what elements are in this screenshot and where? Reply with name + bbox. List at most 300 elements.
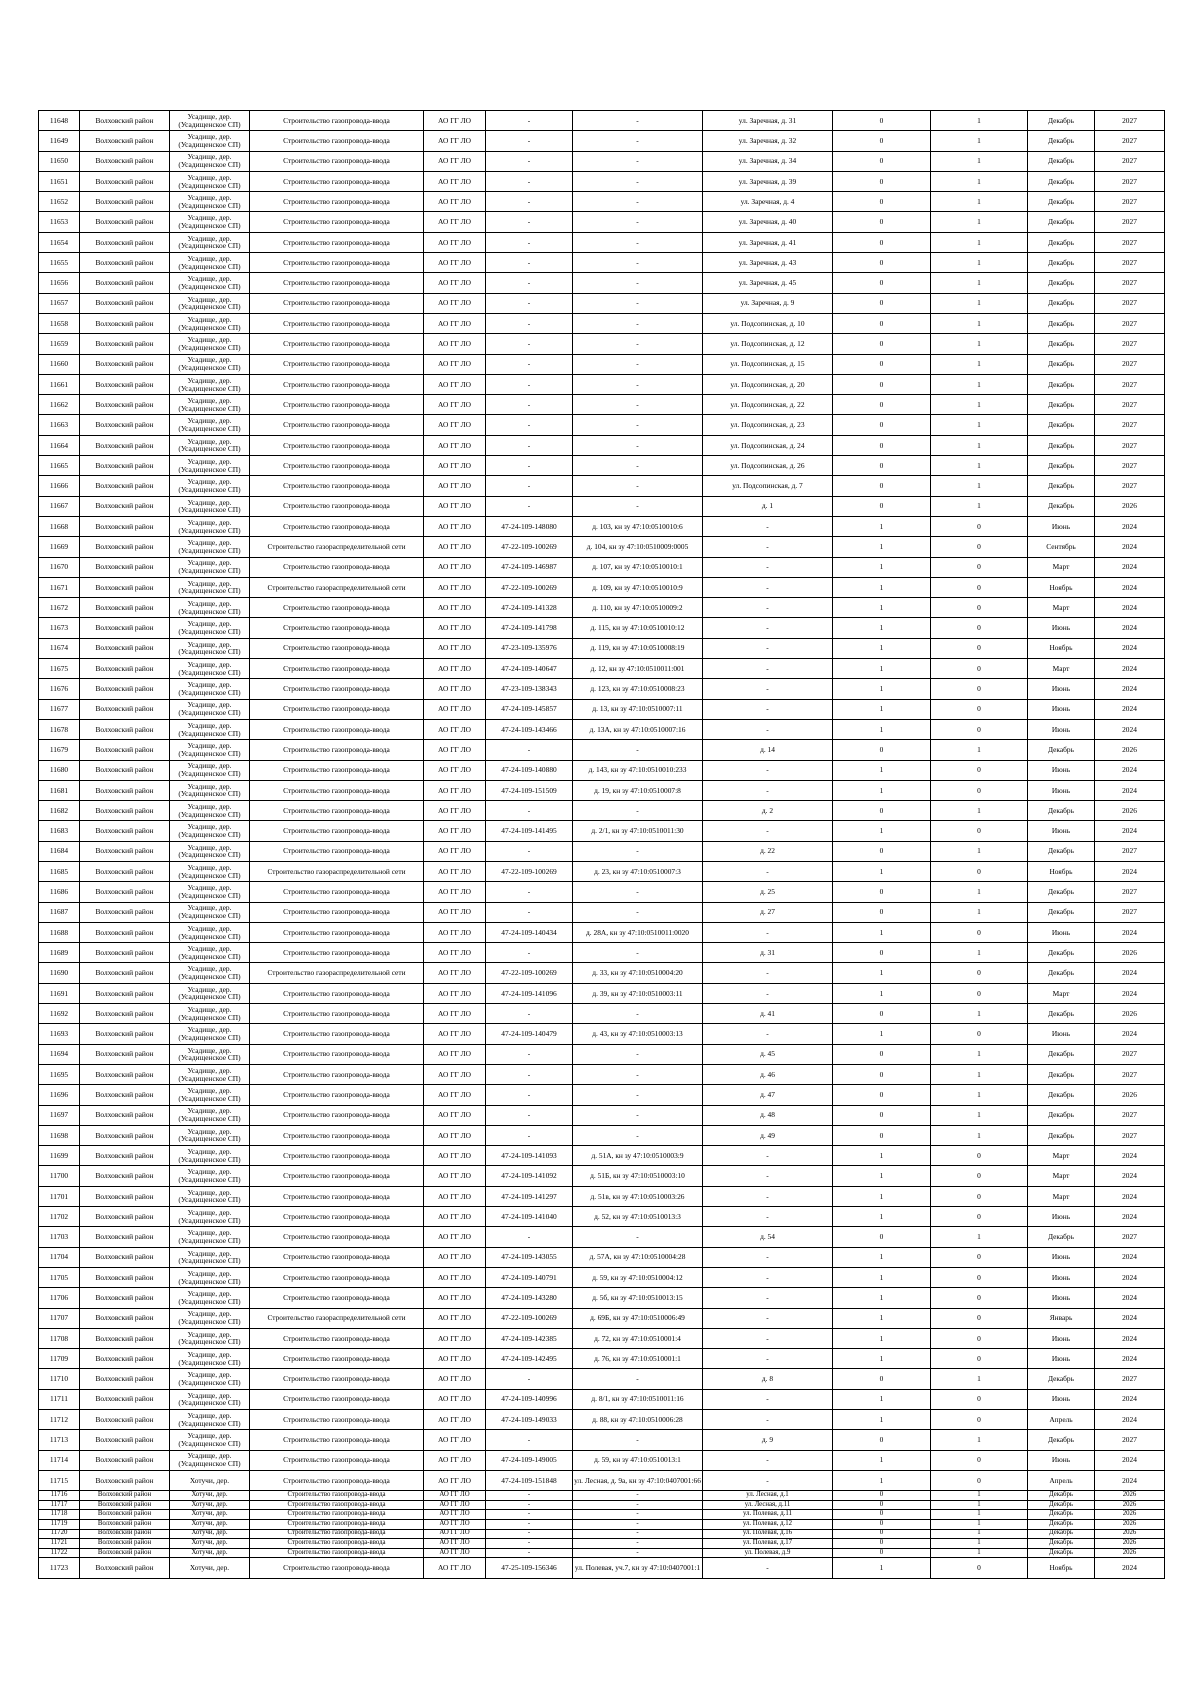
year-cell: 2024: [1095, 1349, 1165, 1369]
cadastral-address-cell: -: [573, 232, 703, 252]
value-b-cell: 1: [931, 1529, 1028, 1539]
row-number-cell: 11659: [39, 334, 80, 354]
district-cell: Волховский район: [80, 922, 170, 942]
organization-cell: АО ГГ ЛО: [424, 192, 486, 212]
table-row: [39, 780, 1165, 800]
month-cell: Март: [1028, 1166, 1095, 1186]
row-number-cell: 11713: [39, 1430, 80, 1450]
value-a-cell: 1: [833, 659, 931, 679]
row-number-cell: 11707: [39, 1308, 80, 1328]
organization-cell: АО ГГ ЛО: [424, 983, 486, 1003]
row-number-cell: 11667: [39, 496, 80, 516]
year-cell: 2027: [1095, 456, 1165, 476]
work-type-cell: Строительство газораспределительной сети: [250, 577, 424, 597]
work-type-cell: Строительство газопровода-ввода: [250, 699, 424, 719]
settlement-cell: Усадище, дер. (Усадищенское СП): [170, 1064, 250, 1084]
cadastral-address-cell: д. 107, кн зу 47:10:0510010:1: [573, 557, 703, 577]
organization-cell: АО ГГ ЛО: [424, 171, 486, 191]
street-address-cell: -: [703, 1146, 833, 1166]
cadastral-address-cell: -: [573, 1430, 703, 1450]
application-number-cell: 47-24-109-141495: [486, 821, 573, 841]
work-type-cell: Строительство газопровода-ввода: [250, 943, 424, 963]
month-cell: Декабрь: [1028, 171, 1095, 191]
table-row: [39, 1024, 1165, 1044]
work-type-cell: Строительство газопровода-ввода: [250, 1470, 424, 1490]
month-cell: Декабрь: [1028, 111, 1095, 131]
year-cell: 2024: [1095, 1288, 1165, 1308]
settlement-cell: Усадище, дер. (Усадищенское СП): [170, 212, 250, 232]
value-b-cell: 0: [931, 1166, 1028, 1186]
month-cell: Декабрь: [1028, 1085, 1095, 1105]
organization-cell: АО ГГ ЛО: [424, 1166, 486, 1186]
work-type-cell: Строительство газопровода-ввода: [250, 415, 424, 435]
street-address-cell: -: [703, 1470, 833, 1490]
work-type-cell: Строительство газопровода-ввода: [250, 760, 424, 780]
cadastral-address-cell: д. 119, кн зу 47:10:0510008:19: [573, 638, 703, 658]
value-b-cell: 1: [931, 374, 1028, 394]
settlement-cell: Усадище, дер. (Усадищенское СП): [170, 1430, 250, 1450]
street-address-cell: -: [703, 861, 833, 881]
year-cell: 2027: [1095, 151, 1165, 171]
street-address-cell: д. 46: [703, 1064, 833, 1084]
work-type-cell: Строительство газопровода-ввода: [250, 1369, 424, 1389]
application-number-cell: 47-24-109-140434: [486, 922, 573, 942]
month-cell: Декабрь: [1028, 1044, 1095, 1064]
year-cell: 2027: [1095, 131, 1165, 151]
document-page: [38, 110, 1164, 1579]
value-a-cell: 0: [833, 882, 931, 902]
cadastral-address-cell: -: [573, 1064, 703, 1084]
table-row: [39, 1389, 1165, 1409]
month-cell: Декабрь: [1028, 963, 1095, 983]
value-a-cell: 1: [833, 719, 931, 739]
work-type-cell: Строительство газопровода-ввода: [250, 273, 424, 293]
month-cell: Июнь: [1028, 1349, 1095, 1369]
application-number-cell: -: [486, 1491, 573, 1501]
organization-cell: АО ГГ ЛО: [424, 801, 486, 821]
street-address-cell: -: [703, 1328, 833, 1348]
row-number-cell: 11690: [39, 963, 80, 983]
district-cell: Волховский район: [80, 577, 170, 597]
row-number-cell: 11677: [39, 699, 80, 719]
year-cell: 2026: [1095, 1004, 1165, 1024]
row-number-cell: 11673: [39, 618, 80, 638]
row-number-cell: 11691: [39, 983, 80, 1003]
application-number-cell: -: [486, 232, 573, 252]
cadastral-address-cell: -: [573, 1519, 703, 1529]
district-cell: Волховский район: [80, 801, 170, 821]
cadastral-address-cell: ул. Лесная, д. 9а, кн зу 47:10:0407001:66: [573, 1470, 703, 1490]
year-cell: 2024: [1095, 537, 1165, 557]
district-cell: Волховский район: [80, 1146, 170, 1166]
application-number-cell: -: [486, 1510, 573, 1520]
district-cell: Волховский район: [80, 902, 170, 922]
street-address-cell: -: [703, 638, 833, 658]
application-number-cell: -: [486, 131, 573, 151]
table-row: [39, 537, 1165, 557]
table-row: [39, 1548, 1165, 1558]
month-cell: Март: [1028, 598, 1095, 618]
application-number-cell: 47-25-109-156346: [486, 1558, 573, 1578]
table-row: [39, 943, 1165, 963]
row-number-cell: 11661: [39, 374, 80, 394]
work-type-cell: Строительство газопровода-ввода: [250, 131, 424, 151]
district-cell: Волховский район: [80, 1044, 170, 1064]
district-cell: Волховский район: [80, 354, 170, 374]
value-a-cell: 0: [833, 151, 931, 171]
work-type-cell: Строительство газопровода-ввода: [250, 659, 424, 679]
application-number-cell: -: [486, 943, 573, 963]
value-b-cell: 0: [931, 719, 1028, 739]
year-cell: 2024: [1095, 1470, 1165, 1490]
month-cell: Декабрь: [1028, 943, 1095, 963]
settlement-cell: Усадище, дер. (Усадищенское СП): [170, 395, 250, 415]
settlement-cell: Усадище, дер. (Усадищенское СП): [170, 354, 250, 374]
row-number-cell: 11671: [39, 577, 80, 597]
value-a-cell: 0: [833, 1125, 931, 1145]
year-cell: 2027: [1095, 841, 1165, 861]
district-cell: Волховский район: [80, 192, 170, 212]
street-address-cell: -: [703, 1247, 833, 1267]
table-row: [39, 1430, 1165, 1450]
row-number-cell: 11696: [39, 1085, 80, 1105]
row-number-cell: 11655: [39, 253, 80, 273]
street-address-cell: д. 1: [703, 496, 833, 516]
value-a-cell: 0: [833, 334, 931, 354]
cadastral-address-cell: -: [573, 374, 703, 394]
month-cell: Декабрь: [1028, 1125, 1095, 1145]
table-row: [39, 821, 1165, 841]
cadastral-address-cell: -: [573, 354, 703, 374]
district-cell: Волховский район: [80, 1529, 170, 1539]
district-cell: Волховский район: [80, 334, 170, 354]
month-cell: Декабрь: [1028, 456, 1095, 476]
organization-cell: АО ГГ ЛО: [424, 1470, 486, 1490]
work-type-cell: Строительство газопровода-ввода: [250, 151, 424, 171]
organization-cell: АО ГГ ЛО: [424, 882, 486, 902]
work-type-cell: Строительство газораспределительной сети: [250, 963, 424, 983]
value-b-cell: 0: [931, 922, 1028, 942]
cadastral-address-cell: д. 76, кн зу 47:10:0510001:1: [573, 1349, 703, 1369]
value-a-cell: 0: [833, 273, 931, 293]
settlement-cell: Усадище, дер. (Усадищенское СП): [170, 415, 250, 435]
value-a-cell: 1: [833, 1328, 931, 1348]
street-address-cell: д. 22: [703, 841, 833, 861]
district-cell: Волховский район: [80, 983, 170, 1003]
settlement-cell: Хотучи, дер.: [170, 1470, 250, 1490]
value-b-cell: 1: [931, 476, 1028, 496]
table-row: [39, 1519, 1165, 1529]
district-cell: Волховский район: [80, 171, 170, 191]
district-cell: Волховский район: [80, 537, 170, 557]
street-address-cell: ул. Полевая, д.12: [703, 1519, 833, 1529]
organization-cell: АО ГГ ЛО: [424, 719, 486, 739]
application-number-cell: -: [486, 1369, 573, 1389]
cadastral-address-cell: -: [573, 456, 703, 476]
value-b-cell: 1: [931, 435, 1028, 455]
table-row: [39, 1558, 1165, 1578]
year-cell: 2027: [1095, 313, 1165, 333]
street-address-cell: -: [703, 659, 833, 679]
month-cell: Декабрь: [1028, 1500, 1095, 1510]
month-cell: Декабрь: [1028, 253, 1095, 273]
month-cell: Декабрь: [1028, 1539, 1095, 1549]
district-cell: Волховский район: [80, 1519, 170, 1529]
month-cell: Декабрь: [1028, 334, 1095, 354]
district-cell: Волховский район: [80, 1349, 170, 1369]
value-a-cell: 0: [833, 1044, 931, 1064]
work-type-cell: Строительство газопровода-ввода: [250, 1410, 424, 1430]
cadastral-address-cell: -: [573, 1491, 703, 1501]
organization-cell: АО ГГ ЛО: [424, 435, 486, 455]
year-cell: 2026: [1095, 1510, 1165, 1520]
year-cell: 2024: [1095, 1267, 1165, 1287]
value-b-cell: 0: [931, 1267, 1028, 1287]
row-number-cell: 11675: [39, 659, 80, 679]
work-type-cell: Строительство газопровода-ввода: [250, 1085, 424, 1105]
year-cell: 2027: [1095, 882, 1165, 902]
district-cell: Волховский район: [80, 719, 170, 739]
work-type-cell: Строительство газопровода-ввода: [250, 374, 424, 394]
work-type-cell: Строительство газопровода-ввода: [250, 1186, 424, 1206]
settlement-cell: Усадище, дер. (Усадищенское СП): [170, 983, 250, 1003]
value-b-cell: 1: [931, 253, 1028, 273]
value-b-cell: 1: [931, 313, 1028, 333]
value-b-cell: 1: [931, 902, 1028, 922]
month-cell: Июнь: [1028, 760, 1095, 780]
table-row: [39, 1510, 1165, 1520]
table-row: [39, 1529, 1165, 1539]
row-number-cell: 11685: [39, 861, 80, 881]
row-number-cell: 11716: [39, 1491, 80, 1501]
value-a-cell: 1: [833, 1450, 931, 1470]
year-cell: 2027: [1095, 1430, 1165, 1450]
month-cell: Ноябрь: [1028, 638, 1095, 658]
settlement-cell: Усадище, дер. (Усадищенское СП): [170, 313, 250, 333]
row-number-cell: 11650: [39, 151, 80, 171]
application-number-cell: 47-24-109-143280: [486, 1288, 573, 1308]
district-cell: Волховский район: [80, 1267, 170, 1287]
value-a-cell: 0: [833, 313, 931, 333]
month-cell: Ноябрь: [1028, 577, 1095, 597]
cadastral-address-cell: -: [573, 1539, 703, 1549]
value-a-cell: 0: [833, 1369, 931, 1389]
application-number-cell: -: [486, 151, 573, 171]
application-number-cell: -: [486, 192, 573, 212]
table-row: [39, 232, 1165, 252]
cadastral-address-cell: д. 5б, кн зу 47:10:0510013:15: [573, 1288, 703, 1308]
settlement-cell: Усадище, дер. (Усадищенское СП): [170, 1349, 250, 1369]
work-type-cell: Строительство газопровода-ввода: [250, 111, 424, 131]
organization-cell: АО ГГ ЛО: [424, 1267, 486, 1287]
row-number-cell: 11679: [39, 740, 80, 760]
year-cell: 2024: [1095, 1389, 1165, 1409]
application-number-cell: 47-24-109-142495: [486, 1349, 573, 1369]
district-cell: Волховский район: [80, 1510, 170, 1520]
street-address-cell: ул. Подсопинская, д. 22: [703, 395, 833, 415]
application-number-cell: -: [486, 1539, 573, 1549]
settlement-cell: Усадище, дер. (Усадищенское СП): [170, 192, 250, 212]
value-b-cell: 0: [931, 1349, 1028, 1369]
cadastral-address-cell: -: [573, 740, 703, 760]
value-a-cell: 0: [833, 232, 931, 252]
month-cell: Декабрь: [1028, 313, 1095, 333]
cadastral-address-cell: -: [573, 1105, 703, 1125]
street-address-cell: ул. Подсопинская, д. 20: [703, 374, 833, 394]
district-cell: Волховский район: [80, 313, 170, 333]
district-cell: Волховский район: [80, 618, 170, 638]
value-a-cell: 1: [833, 618, 931, 638]
district-cell: Волховский район: [80, 111, 170, 131]
row-number-cell: 11676: [39, 679, 80, 699]
organization-cell: АО ГГ ЛО: [424, 699, 486, 719]
month-cell: Декабрь: [1028, 1510, 1095, 1520]
value-b-cell: 1: [931, 1519, 1028, 1529]
cadastral-address-cell: -: [573, 943, 703, 963]
organization-cell: АО ГГ ЛО: [424, 374, 486, 394]
row-number-cell: 11681: [39, 780, 80, 800]
district-cell: Волховский район: [80, 1004, 170, 1024]
value-b-cell: 1: [931, 415, 1028, 435]
organization-cell: АО ГГ ЛО: [424, 1227, 486, 1247]
month-cell: Декабрь: [1028, 293, 1095, 313]
cadastral-address-cell: -: [573, 192, 703, 212]
settlement-cell: Усадище, дер. (Усадищенское СП): [170, 496, 250, 516]
cadastral-address-cell: -: [573, 1004, 703, 1024]
street-address-cell: ул. Заречная, д. 41: [703, 232, 833, 252]
organization-cell: АО ГГ ЛО: [424, 598, 486, 618]
value-a-cell: 1: [833, 1349, 931, 1369]
table-row: [39, 922, 1165, 942]
year-cell: 2024: [1095, 1558, 1165, 1578]
settlement-cell: Усадище, дер. (Усадищенское СП): [170, 171, 250, 191]
row-number-cell: 11717: [39, 1500, 80, 1510]
work-type-cell: Строительство газопровода-ввода: [250, 801, 424, 821]
table-row: [39, 1288, 1165, 1308]
year-cell: 2026: [1095, 1539, 1165, 1549]
table-row: [39, 861, 1165, 881]
value-b-cell: 1: [931, 801, 1028, 821]
table-row: [39, 1085, 1165, 1105]
row-number-cell: 11709: [39, 1349, 80, 1369]
value-b-cell: 1: [931, 1500, 1028, 1510]
cadastral-address-cell: -: [573, 151, 703, 171]
row-number-cell: 11658: [39, 313, 80, 333]
work-type-cell: Строительство газопровода-ввода: [250, 1247, 424, 1267]
district-cell: Волховский район: [80, 435, 170, 455]
year-cell: 2027: [1095, 1105, 1165, 1125]
cadastral-address-cell: д. 51в, кн зу 47:10:0510003:26: [573, 1186, 703, 1206]
cadastral-address-cell: -: [573, 1500, 703, 1510]
value-a-cell: 1: [833, 1166, 931, 1186]
district-cell: Волховский район: [80, 395, 170, 415]
value-b-cell: 0: [931, 1288, 1028, 1308]
settlement-cell: Усадище, дер. (Усадищенское СП): [170, 273, 250, 293]
month-cell: Июнь: [1028, 922, 1095, 942]
application-number-cell: -: [486, 801, 573, 821]
application-number-cell: -: [486, 1064, 573, 1084]
district-cell: Волховский район: [80, 740, 170, 760]
value-b-cell: 1: [931, 293, 1028, 313]
month-cell: Март: [1028, 557, 1095, 577]
settlement-cell: Усадище, дер. (Усадищенское СП): [170, 577, 250, 597]
work-type-cell: Строительство газораспределительной сети: [250, 861, 424, 881]
work-type-cell: Строительство газопровода-ввода: [250, 435, 424, 455]
street-address-cell: ул. Полевая, д.17: [703, 1539, 833, 1549]
cadastral-address-cell: -: [573, 111, 703, 131]
month-cell: Июнь: [1028, 1024, 1095, 1044]
month-cell: Сентябрь: [1028, 537, 1095, 557]
street-address-cell: -: [703, 1166, 833, 1186]
year-cell: 2027: [1095, 476, 1165, 496]
row-number-cell: 11695: [39, 1064, 80, 1084]
month-cell: Декабрь: [1028, 1105, 1095, 1125]
year-cell: 2027: [1095, 212, 1165, 232]
work-type-cell: Строительство газопровода-ввода: [250, 1105, 424, 1125]
table-row: [39, 151, 1165, 171]
district-cell: Волховский район: [80, 780, 170, 800]
application-number-cell: -: [486, 1105, 573, 1125]
row-number-cell: 11721: [39, 1539, 80, 1549]
row-number-cell: 11715: [39, 1470, 80, 1490]
year-cell: 2024: [1095, 861, 1165, 881]
application-number-cell: -: [486, 1519, 573, 1529]
value-a-cell: 1: [833, 1410, 931, 1430]
year-cell: 2027: [1095, 253, 1165, 273]
district-cell: Волховский район: [80, 1328, 170, 1348]
table-row: [39, 476, 1165, 496]
district-cell: Волховский район: [80, 131, 170, 151]
table-row: [39, 1450, 1165, 1470]
street-address-cell: -: [703, 557, 833, 577]
district-cell: Волховский район: [80, 699, 170, 719]
settlement-cell: Усадище, дер. (Усадищенское СП): [170, 1227, 250, 1247]
table-row: [39, 171, 1165, 191]
settlement-cell: Усадище, дер. (Усадищенское СП): [170, 111, 250, 131]
organization-cell: АО ГГ ЛО: [424, 821, 486, 841]
table-row: [39, 1410, 1165, 1430]
value-a-cell: 0: [833, 1529, 931, 1539]
work-type-cell: Строительство газопровода-ввода: [250, 476, 424, 496]
street-address-cell: -: [703, 1349, 833, 1369]
work-type-cell: Строительство газораспределительной сети: [250, 537, 424, 557]
street-address-cell: -: [703, 598, 833, 618]
organization-cell: АО ГГ ЛО: [424, 1369, 486, 1389]
row-number-cell: 11705: [39, 1267, 80, 1287]
settlement-cell: Усадище, дер. (Усадищенское СП): [170, 943, 250, 963]
district-cell: Волховский район: [80, 1389, 170, 1409]
work-type-cell: Строительство газопровода-ввода: [250, 719, 424, 739]
value-b-cell: 0: [931, 760, 1028, 780]
month-cell: Декабрь: [1028, 131, 1095, 151]
value-a-cell: 0: [833, 496, 931, 516]
organization-cell: АО ГГ ЛО: [424, 1510, 486, 1520]
settlement-cell: Усадище, дер. (Усадищенское СП): [170, 760, 250, 780]
organization-cell: АО ГГ ЛО: [424, 943, 486, 963]
value-a-cell: 0: [833, 253, 931, 273]
value-a-cell: 1: [833, 1247, 931, 1267]
settlement-cell: Усадище, дер. (Усадищенское СП): [170, 334, 250, 354]
application-number-cell: -: [486, 841, 573, 861]
month-cell: Декабрь: [1028, 1430, 1095, 1450]
value-b-cell: 0: [931, 983, 1028, 1003]
month-cell: Декабрь: [1028, 1064, 1095, 1084]
value-b-cell: 1: [931, 151, 1028, 171]
value-a-cell: 1: [833, 861, 931, 881]
table-row: [39, 1267, 1165, 1287]
settlement-cell: Усадище, дер. (Усадищенское СП): [170, 1146, 250, 1166]
district-cell: Волховский район: [80, 1227, 170, 1247]
